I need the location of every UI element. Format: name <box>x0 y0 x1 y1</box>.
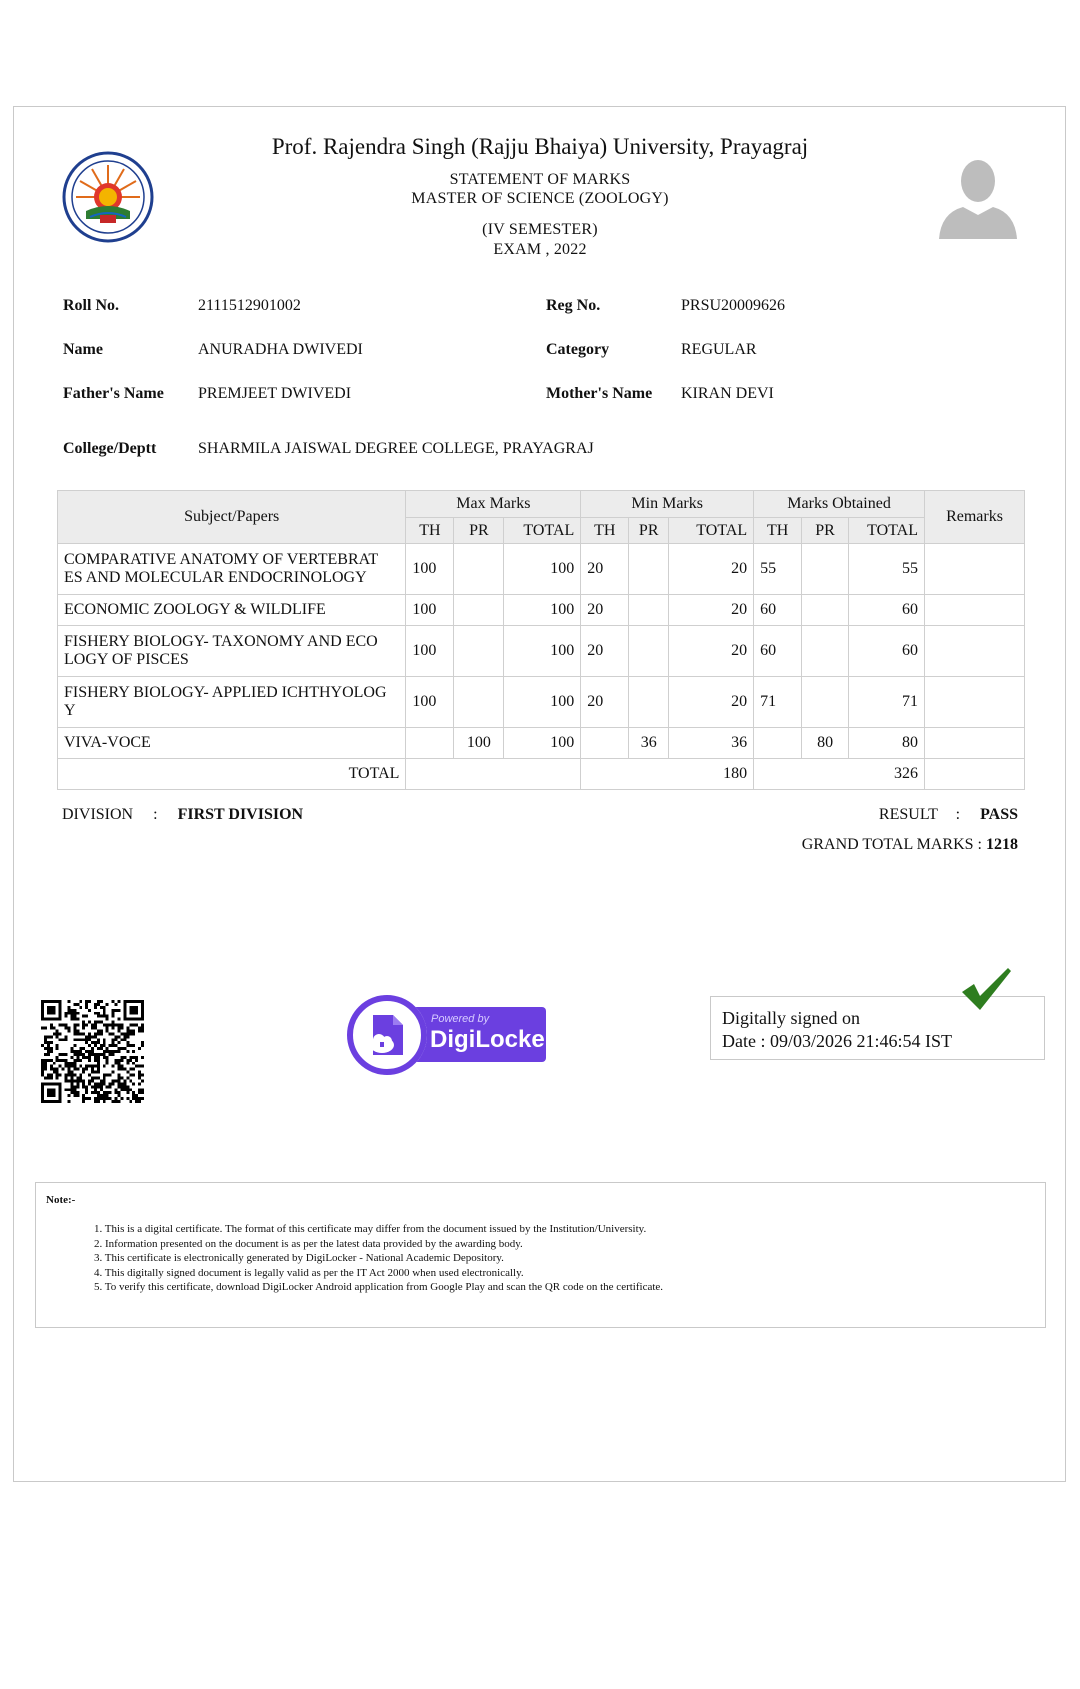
digilocker-brand: DigiLocker <box>430 1026 555 1053</box>
max-th-cell <box>406 728 454 759</box>
min-total-cell: 20 <box>669 595 754 626</box>
subject-line: ECONOMIC ZOOLOGY & WILDLIFE <box>64 601 326 618</box>
table-row <box>58 595 1025 626</box>
remarks-cell <box>925 626 1025 677</box>
remarks-cell <box>925 595 1025 626</box>
checkmark-icon <box>960 966 1012 1012</box>
min-th-cell: 20 <box>581 544 629 595</box>
subject-line: Y <box>64 702 76 719</box>
student-photo-placeholder-icon <box>935 157 1021 239</box>
obt-total-header: TOTAL <box>849 518 925 544</box>
category-value: REGULAR <box>681 341 757 358</box>
note-box <box>35 1182 1046 1328</box>
min-pr-cell <box>629 626 669 677</box>
mother-label: Mother's Name <box>546 385 653 402</box>
obt-total-cell: 60 <box>849 595 925 626</box>
max-th-cell: 100 <box>406 595 454 626</box>
semester-title: (IV SEMESTER) <box>482 221 598 238</box>
subject-line: LOGY OF PISCES <box>64 651 189 668</box>
min-total-cell: 20 <box>669 626 754 677</box>
min-total-cell: 36 <box>669 728 754 759</box>
grand-total-row <box>802 836 1018 854</box>
max-pr-cell <box>454 677 504 728</box>
grand-total-label: GRAND TOTAL MARKS : <box>801 836 982 853</box>
name-label: Name <box>63 341 103 358</box>
max-total-cell: 100 <box>504 677 581 728</box>
total-row <box>58 759 1025 790</box>
max-th-cell: 100 <box>406 544 454 595</box>
result-row <box>879 806 1018 824</box>
min-pr-cell <box>629 677 669 728</box>
exam-title: EXAM , 2022 <box>493 241 587 258</box>
division-label: DIVISION <box>62 806 134 823</box>
max-total-cell: 100 <box>504 595 581 626</box>
obt-th-cell <box>754 728 802 759</box>
result-label: RESULT <box>878 806 938 823</box>
name-value: ANURADHA DWIVEDI <box>198 341 363 358</box>
min-total-header: TOTAL <box>669 518 754 544</box>
university-name: Prof. Rajendra Singh (Rajju Bhaiya) University, Prayagraj <box>271 134 809 159</box>
min-total-cell: 20 <box>669 544 754 595</box>
total-max-cell <box>406 759 581 790</box>
max-pr-cell <box>454 626 504 677</box>
total-min-cell: 180 <box>581 759 754 790</box>
table-row <box>58 544 1025 595</box>
father-label: Father's Name <box>63 385 164 402</box>
obt-th-header: TH <box>754 518 802 544</box>
max-th-header: TH <box>406 518 454 544</box>
note-item: 4. This digitally signed document is legally valid as per the IT Act 2000 when used electronically. <box>94 1266 524 1279</box>
division-value: FIRST DIVISION <box>177 806 304 823</box>
roll-value: 2111512901002 <box>198 297 301 314</box>
min-th-cell: 20 <box>581 626 629 677</box>
max-pr-header: PR <box>454 518 504 544</box>
total-obtained-cell: 326 <box>754 759 925 790</box>
max-total-cell: 100 <box>504 728 581 759</box>
obt-total-cell: 71 <box>849 677 925 728</box>
obt-pr-cell <box>802 544 849 595</box>
reg-label: Reg No. <box>546 297 601 314</box>
min-marks-header: Min Marks <box>581 491 754 518</box>
obt-pr-cell <box>802 626 849 677</box>
remarks-cell <box>925 677 1025 728</box>
signed-line2: Date : 09/03/2026 21:46:54 IST <box>722 1031 952 1051</box>
remarks-cell <box>925 728 1025 759</box>
min-th-cell: 20 <box>581 595 629 626</box>
table-row <box>58 728 1025 759</box>
min-th-cell: 20 <box>581 677 629 728</box>
reg-value: PRSU20009626 <box>681 297 786 314</box>
remarks-header: Remarks <box>925 491 1025 544</box>
max-total-header: TOTAL <box>504 518 581 544</box>
note-item: 2. Information presented on the document is as per the latest data provided by the awarding body. <box>94 1237 523 1250</box>
marks-obtained-header: Marks Obtained <box>754 491 925 518</box>
obt-th-cell: 55 <box>754 544 802 595</box>
qr-code-icon <box>40 1000 145 1103</box>
college-label: College/Deptt <box>63 440 157 457</box>
obt-th-cell: 71 <box>754 677 802 728</box>
result-value: PASS <box>980 806 1018 823</box>
min-th-cell <box>581 728 629 759</box>
powered-by-text: Powered by <box>431 1013 490 1025</box>
subject-line: FISHERY BIOLOGY- TAXONOMY AND ECO <box>64 633 378 650</box>
min-th-header: TH <box>581 518 629 544</box>
table-row <box>58 677 1025 728</box>
roll-label: Roll No. <box>63 297 119 314</box>
max-pr-cell <box>454 544 504 595</box>
min-total-cell: 20 <box>669 677 754 728</box>
max-total-cell: 100 <box>504 544 581 595</box>
max-th-cell: 100 <box>406 626 454 677</box>
signed-line1: Digitally signed on <box>722 1008 860 1028</box>
total-label: TOTAL <box>58 759 406 790</box>
obt-pr-cell <box>802 595 849 626</box>
min-pr-header: PR <box>629 518 669 544</box>
marks-table <box>57 490 1025 790</box>
obt-pr-cell: 80 <box>802 728 849 759</box>
max-th-cell: 100 <box>406 677 454 728</box>
min-pr-cell <box>629 595 669 626</box>
max-pr-cell <box>454 595 504 626</box>
max-total-cell: 100 <box>504 626 581 677</box>
obt-total-cell: 55 <box>849 544 925 595</box>
obt-total-cell: 60 <box>849 626 925 677</box>
obt-pr-cell <box>802 677 849 728</box>
grand-total-value: 1218 <box>986 836 1018 853</box>
subject-line: COMPARATIVE ANATOMY OF VERTEBRAT <box>64 551 379 568</box>
obt-th-cell: 60 <box>754 595 802 626</box>
result-separator: : <box>955 806 961 823</box>
digilocker-badge <box>346 993 555 1077</box>
division-separator: : <box>153 806 158 823</box>
note-title: Note:- <box>46 1194 76 1206</box>
mother-value: KIRAN DEVI <box>681 385 774 402</box>
subject-line: FISHERY BIOLOGY- APPLIED ICHTHYOLOG <box>64 684 387 701</box>
note-item: 5. To verify this certificate, download DigiLocker Android application from Google Play and scan the QR code on the certificate. <box>94 1281 664 1294</box>
category-label: Category <box>546 341 610 358</box>
min-pr-cell: 36 <box>629 728 669 759</box>
programme-title: MASTER OF SCIENCE (ZOOLOGY) <box>411 190 669 207</box>
max-marks-header: Max Marks <box>406 491 581 518</box>
min-pr-cell <box>629 544 669 595</box>
subject-header: Subject/Papers <box>58 491 406 544</box>
subject-line: VIVA-VOCE <box>64 734 151 751</box>
obt-th-cell: 60 <box>754 626 802 677</box>
statement-title: STATEMENT OF MARKS <box>449 171 631 188</box>
note-item: 3. This certificate is electronically generated by DigiLocker - National Academic Depository. <box>94 1252 504 1265</box>
note-item: 1. This is a digital certificate. The format of this certificate may differ from the document issued by the Institution/University. <box>94 1223 647 1235</box>
table-row <box>58 626 1025 677</box>
obt-pr-header: PR <box>802 518 849 544</box>
college-value: SHARMILA JAISWAL DEGREE COLLEGE, PRAYAGRAJ <box>198 440 594 457</box>
total-remarks-cell <box>925 759 1025 790</box>
obt-total-cell: 80 <box>849 728 925 759</box>
division-row <box>62 806 303 824</box>
max-pr-cell: 100 <box>454 728 504 759</box>
father-value: PREMJEET DWIVEDI <box>198 385 352 402</box>
subject-line: ES AND MOLECULAR ENDOCRINOLOGY <box>64 569 367 586</box>
remarks-cell <box>925 544 1025 595</box>
